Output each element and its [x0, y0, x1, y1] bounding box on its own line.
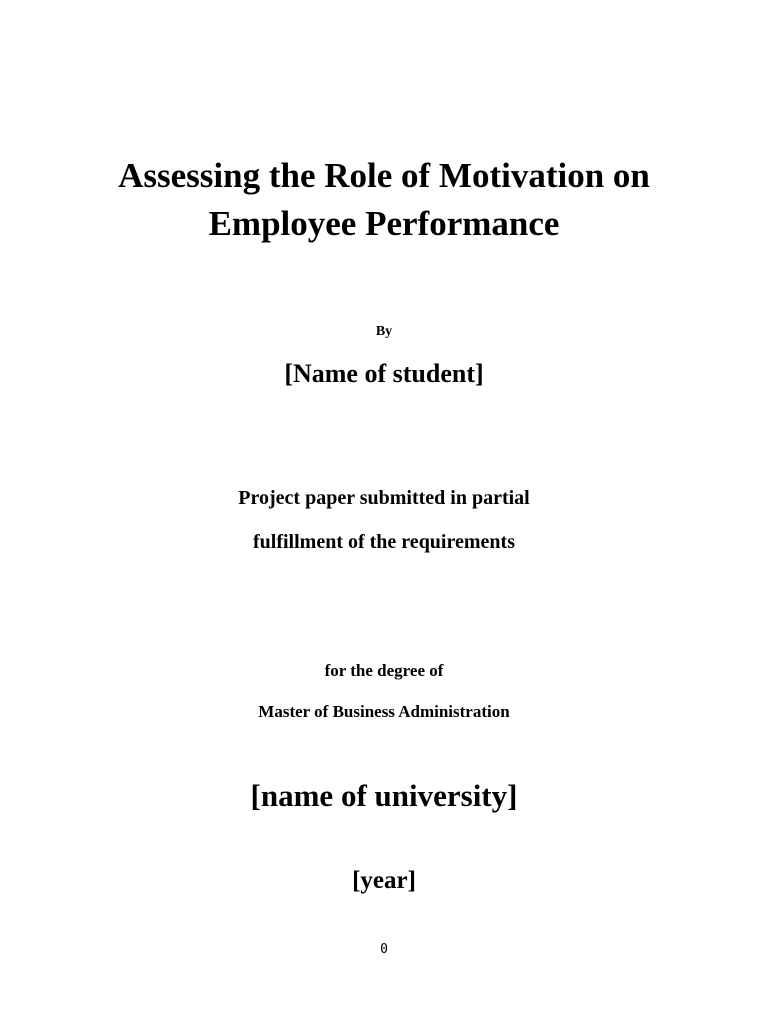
- student-name: [Name of student]: [284, 359, 484, 388]
- year: [year]: [352, 867, 416, 894]
- submission-statement-line-2: fulfillment of the requirements: [252, 531, 515, 553]
- submission-statement-line-1: Project paper submitted in partial: [238, 487, 530, 509]
- page-number: 0: [380, 942, 388, 957]
- degree-intro: for the degree of: [324, 661, 444, 680]
- document-title-line-1: Assessing the Role of Motivation on: [118, 156, 650, 195]
- degree-name: Master of Business Administration: [258, 702, 510, 721]
- by-label: By: [375, 324, 393, 339]
- university-name: [name of university]: [250, 778, 518, 813]
- document-title-line-2: Employee Performance: [208, 204, 560, 243]
